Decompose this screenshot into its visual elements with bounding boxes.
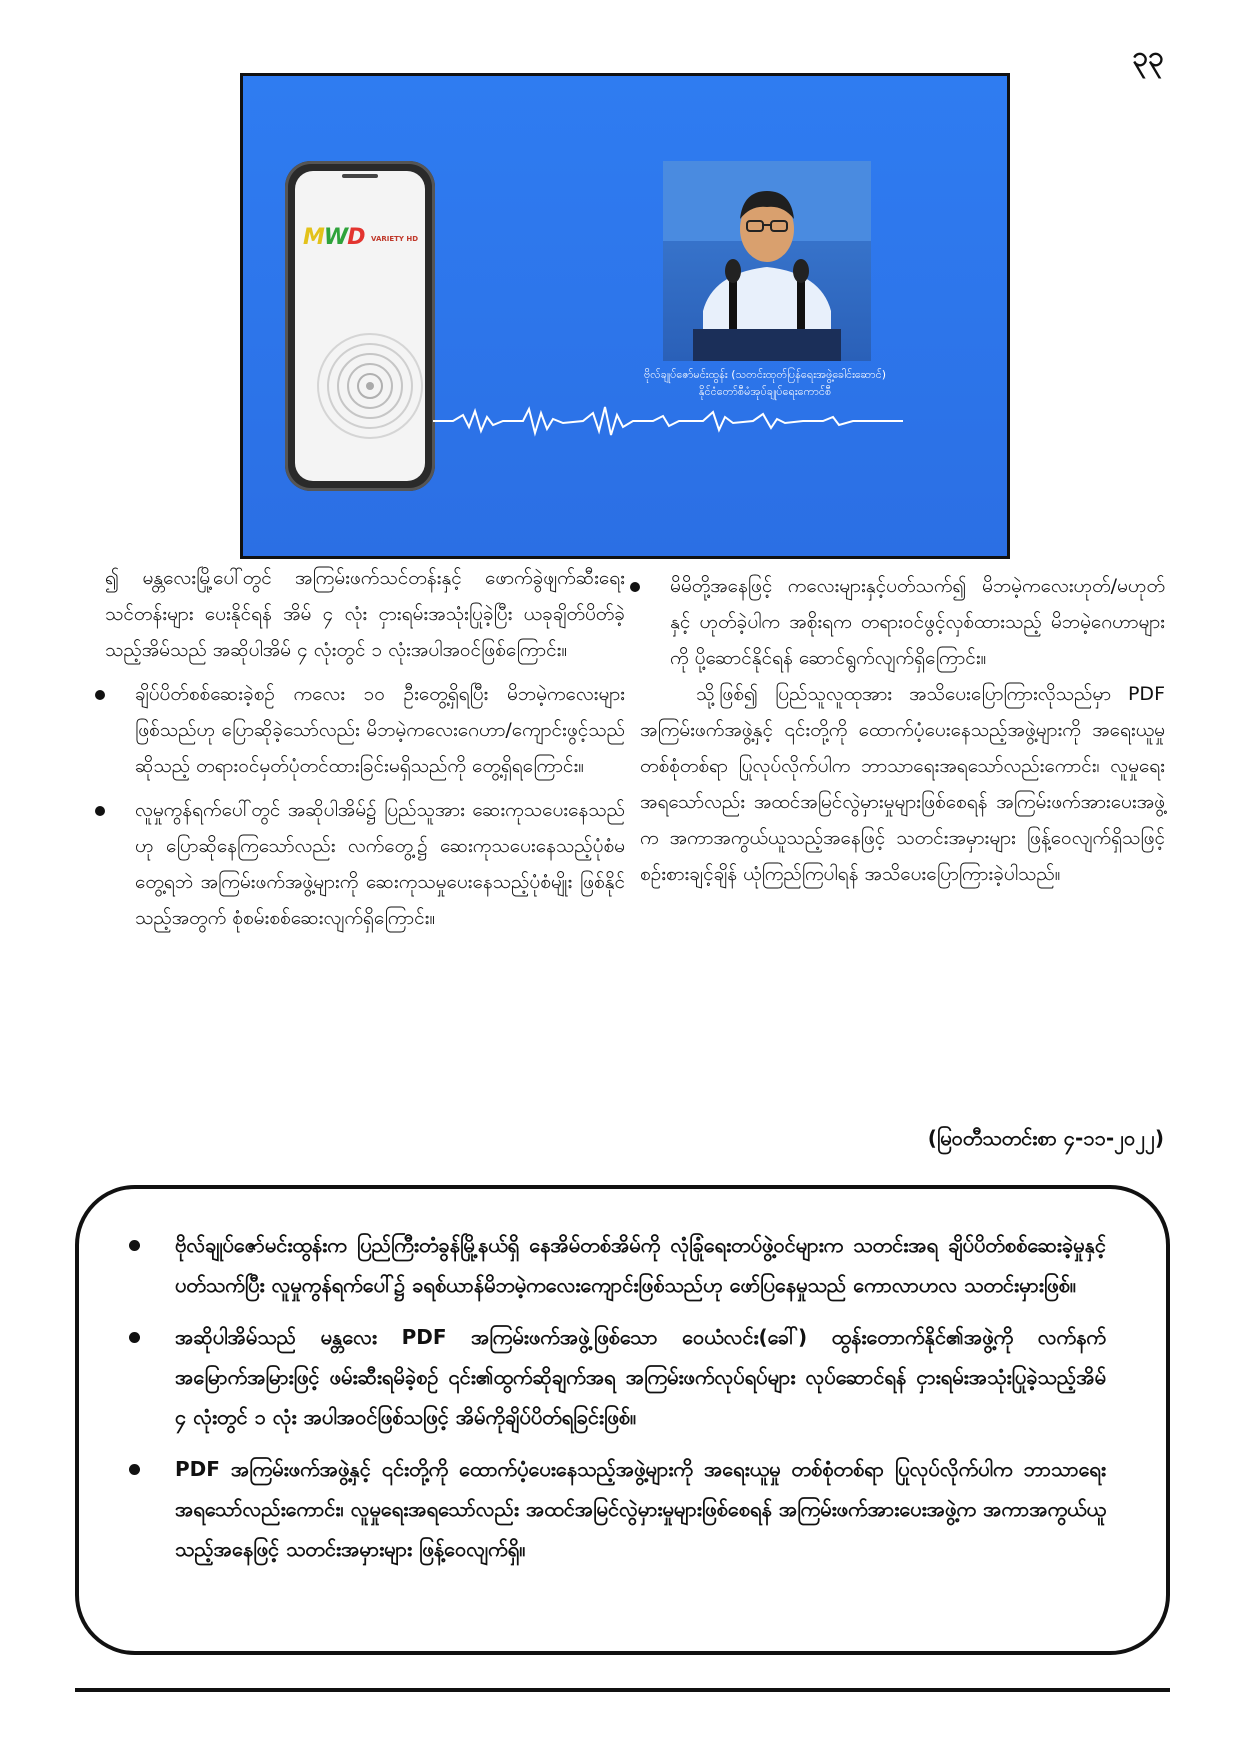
caption-line-1: ဗိုလ်ချုပ်ဇော်မင်းထွန်း (သတင်းထုတ်ပြန်ရေးအဖွဲ့ခေါင်းဆောင်) — [644, 368, 886, 381]
phone-screen — [295, 171, 425, 481]
summary-box — [75, 1185, 1170, 1655]
news-video-figure — [240, 73, 1010, 559]
summary-item-2: အဆိုပါအိမ်သည် မန္တလေး PDF အကြမ်းဖက်အဖွဲ့ဖြစ်သော ဝေယံလင်း(ခေါ်) ထွန်းတောက်နိုင်၏အဖွဲ့ကို လက်နက်အမြောက်အမြားဖြင့် ဖမ်းဆီးရမိခဲ့စဉ် ၎င်း၏ထွက်ဆိုချက်အရ အကြမ်းဖက်လုပ်ရပ်များ လုပ်ဆောင်ရန် ငှားရမ်းအသုံးပြုခဲ့သည့်အိမ် ၄ လုံးတွင် ၁ လုံး အပါအဝင်ဖြစ်သဖြင့် အိမ်ကိုချိပ်ပိတ်ရခြင်းဖြစ်။ — [149, 1317, 1106, 1437]
caption-line-2: နိုင်ငံတော်စီမံအုပ်ချုပ်ရေးကောင်စီ — [698, 385, 832, 398]
phone-notch — [342, 174, 378, 178]
speaker-illustration — [663, 161, 871, 361]
audio-ripple-icon — [315, 331, 425, 441]
smartphone-illustration — [285, 161, 435, 491]
left-bullet-1: ချိပ်ပိတ်စစ်ဆေးခဲ့စဉ် ကလေး ၁၀ ဦးတွေ့ရှိရပြီး မိဘမဲ့ကလေးများဖြစ်သည်ဟု ပြောဆိုခဲ့သော်လည်း မိဘမဲ့ကလေးဂေဟာ/ကျောင်းဖွင့်သည်ဆိုသည့် တရားဝင်မှတ်ပုံတင်ထားခြင်းမရှိသည်ကို တွေ့ရှိရကြောင်း။ — [105, 676, 625, 784]
mwd-logo: MWD — [303, 225, 365, 250]
speaker-photo — [663, 161, 871, 361]
audio-waveform-icon — [433, 401, 903, 441]
right-paragraph: သို့ဖြစ်၍ ပြည်သူလူထုအား အသိပေးပြောကြားလိုသည်မှာ PDF အကြမ်းဖက်အဖွဲ့နှင့် ၎င်းတို့ကို ထောက်ပံ့ပေးနေသည့်အဖွဲ့များကို အရေးယူမှု တစ်စုံတစ်ရာ ပြုလုပ်လိုက်ပါက ဘာသာရေးအရသော်လည်းကောင်း၊ လူမှုရေးအရသော်လည်း အထင်အမြင်လွဲမှားမှုများဖြစ်စေရန် အကြမ်းဖက်အားပေးအဖွဲ့က အကာအကွယ်ယူသည့်အနေဖြင့် သတင်းအမှားများ ဖြန့်ဝေလျက်ရှိသဖြင့် စဉ်းစားချင့်ချိန် ယုံကြည်ကြပါရန် အသိပေးပြောကြားခဲ့ပါသည်။ — [640, 683, 1165, 885]
page-number: ၃၃ — [1132, 40, 1164, 73]
left-bullet-2: လူမှုကွန်ရက်ပေါ်တွင် အဆိုပါအိမ်၌ ပြည်သူအား ဆေးကုသပေးနေသည်ဟု ပြောဆိုနေကြသော်လည်း လက်တွေ့၌ ဆေးကုသပေးနေသည့်ပုံစံမတွေ့ရဘဲ အကြမ်းဖက်အဖွဲ့များကို ဆေးကုသမှုပေးနေသည့်ပုံစံမျိုး ဖြစ်နိုင်သည့်အတွက် စုံစမ်းစစ်ဆေးလျက်ရှိကြောင်း။ — [105, 792, 625, 936]
logo-subtitle: VARIETY HD — [371, 235, 419, 243]
left-text-column — [105, 560, 625, 936]
footer-divider — [75, 1688, 1170, 1692]
right-text-column — [640, 560, 1165, 892]
summary-item-3: PDF အကြမ်းဖက်အဖွဲ့နှင့် ၎င်းတို့ကို ထောက်ပံ့ပေးနေသည့်အဖွဲ့များကို အရေးယူမှု တစ်စုံတစ်ရာ ပြုလုပ်လိုက်ပါက ဘာသာရေးအရသော်လည်းကောင်း၊ လူမှုရေးအရသော်လည်း အထင်အမြင်လွဲမှားမှုများဖြစ်စေရန် အကြမ်းဖက်အားပေးအဖွဲ့က အကာအကွယ်ယူသည့်အနေဖြင့် သတင်းအမှားများ ဖြန့်ဝေလျက်ရှိ။ — [149, 1449, 1106, 1569]
right-bullet-1: မိမိတို့အနေဖြင့် ကလေးများနှင့်ပတ်သက်၍ မိဘမဲ့ကလေးဟုတ်/မဟုတ်နှင့် ဟုတ်ခဲ့ပါက အစိုးရက တရားဝင်ဖွင့်လှစ်ထားသည့် မိဘမဲ့ဂေဟာများကို ပို့ဆောင်နိုင်ရန် ဆောင်ရွက်လျက်ရှိကြောင်း။ — [640, 568, 1165, 676]
photo-caption — [615, 366, 915, 400]
left-paragraph: ၍ မန္တလေးမြို့ပေါ်တွင် အကြမ်းဖက်သင်တန်းနှင့် ဖောက်ခွဲဖျက်ဆီးရေးသင်တန်းများ ပေးနိုင်ရန် အိမ် ၄ လုံး ငှားရမ်းအသုံးပြုခဲ့ပြီး ယခုချိတ်ပိတ်ခဲ့သည့်အိမ်သည် အဆိုပါအိမ် ၄ လုံးတွင် ၁ လုံးအပါအဝင်ဖြစ်ကြောင်း။ — [105, 567, 625, 661]
summary-item-1: ဗိုလ်ချုပ်ဇော်မင်းထွန်းက ပြည်ကြီးတံခွန်မြို့နယ်ရှိ နေအိမ်တစ်အိမ်ကို လုံခြုံရေးတပ်ဖွဲ့ဝင်များက သတင်းအရ ချိပ်ပိတ်စစ်ဆေးခဲ့မှုနှင့်ပတ်သက်ပြီး လူမှုကွန်ရက်ပေါ်၌ ခရစ်ယာန်မိဘမဲ့ကလေးကျောင်းဖြစ်သည်ဟု ဖော်ပြနေမှုသည် ကောလာဟလ သတင်းမှားဖြစ်။ — [149, 1225, 1106, 1305]
source-citation: (မြဝတီသတင်းစာ ၄-၁၁-၂၀၂၂) — [927, 1126, 1164, 1150]
